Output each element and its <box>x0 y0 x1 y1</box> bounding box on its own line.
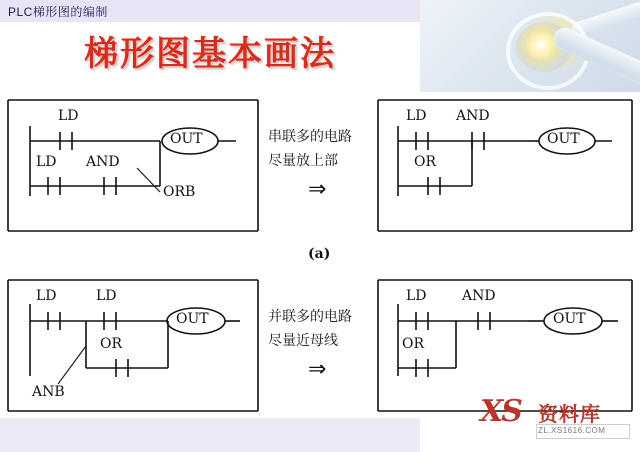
label-ld-b-right: LD <box>406 288 427 304</box>
note-a-line1: 串联多的电路 <box>268 128 352 144</box>
label-and-b-right: AND <box>462 288 496 304</box>
label-out-a-left: OUT <box>170 131 203 147</box>
label-ld-a2: LD <box>36 154 57 170</box>
label-anb-b: ANB <box>32 384 65 400</box>
figure-a-caption: (a) <box>308 246 331 262</box>
note-b-line1: 并联多的电路 <box>268 308 352 324</box>
label-ld-b2: LD <box>96 288 117 304</box>
label-out-a-right: OUT <box>547 131 580 147</box>
label-out-b-left: OUT <box>176 311 209 327</box>
label-ld-a-right: LD <box>406 108 427 124</box>
label-and-a: AND <box>86 154 120 170</box>
watermark-text: 资料库 <box>538 404 601 426</box>
label-ld-b1: LD <box>36 288 57 304</box>
label-orb-a: ORB <box>163 184 196 200</box>
label-ld-a1: LD <box>58 108 79 124</box>
photo-glow <box>524 30 558 60</box>
label-or-a-right: OR <box>414 154 437 170</box>
note-a-arrow: ⇒ <box>308 176 327 201</box>
page-title: 梯形图基本画法 <box>84 34 336 74</box>
header-photo <box>420 0 640 92</box>
watermark-logo: XS <box>480 394 521 429</box>
note-b-line2: 尽量近母线 <box>268 332 338 348</box>
figure-a <box>0 96 640 241</box>
label-or-b-right: OR <box>402 336 425 352</box>
label-out-b-right: OUT <box>553 311 586 327</box>
label-and-a-right: AND <box>456 108 490 124</box>
watermark-url: ZL.XS1616.COM <box>538 426 606 435</box>
label-or-b: OR <box>100 336 123 352</box>
watermark <box>480 392 630 444</box>
note-b-arrow: ⇒ <box>308 356 327 381</box>
breadcrumb: PLC梯形图的编制 <box>8 5 108 19</box>
note-a-line2: 尽量放上部 <box>268 152 338 168</box>
footer-band <box>0 418 420 452</box>
